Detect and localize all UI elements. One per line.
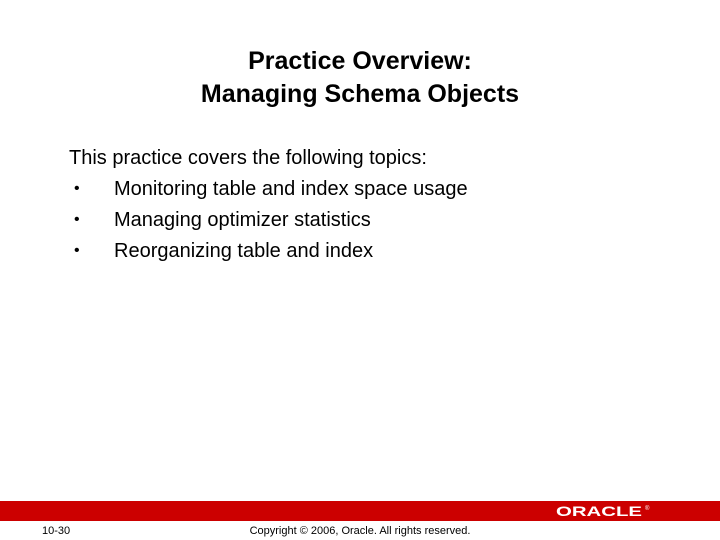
topic-text: Managing optimizer statistics (114, 209, 371, 231)
slide-title-line-1: Practice Overview: (248, 47, 472, 75)
oracle-logo-mark (556, 503, 652, 519)
topic-text: Monitoring table and index space usage (114, 178, 468, 200)
bullet-icon: • (74, 211, 80, 228)
copyright-notice: Copyright © 2006, Oracle. All rights reserved. (249, 525, 471, 537)
bullet-icon: • (74, 242, 80, 259)
intro-text: This practice covers the following topics: (69, 147, 427, 169)
slide-title (140, 45, 580, 111)
slide-title-line-2: Managing Schema Objects (200, 80, 520, 108)
registered-mark: ® (645, 506, 650, 512)
bullet-icon: • (74, 180, 80, 197)
topic-text: Reorganizing table and index (114, 240, 374, 262)
oracle-logo-text: ORACLE (556, 503, 642, 519)
page-number: 10-30 (42, 525, 71, 537)
oracle-logo (556, 503, 652, 519)
